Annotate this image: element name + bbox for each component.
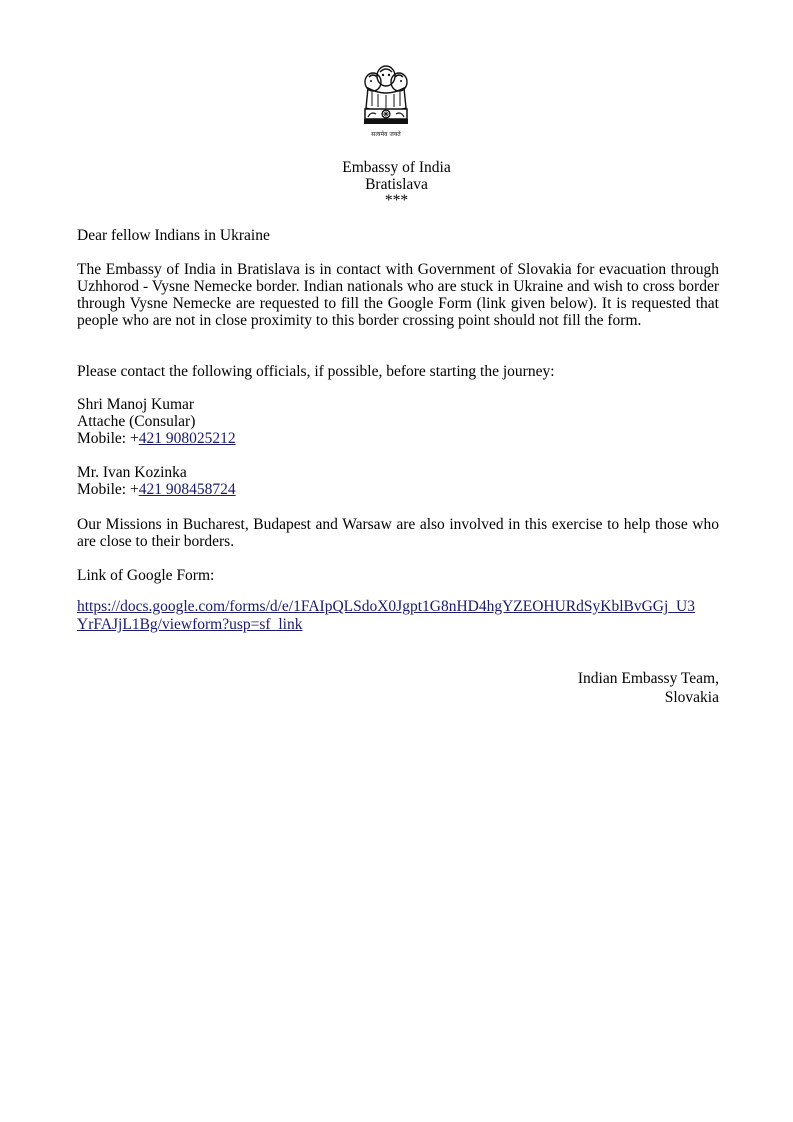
google-form-url-line2: YrFAJjL1Bg/viewform?usp=sf_link	[77, 616, 303, 633]
contact-mobile	[77, 481, 719, 498]
mobile-label: Mobile: +	[77, 481, 139, 498]
google-form-link[interactable]	[77, 598, 695, 633]
contact-name: Shri Manoj Kumar	[77, 396, 195, 413]
signature-country: Slovakia	[664, 689, 719, 706]
header-embassy: Embassy of India	[342, 159, 451, 176]
national-emblem	[360, 62, 412, 142]
paragraph-missions: Our Missions in Bucharest, Budapest and Warsaw are also involved in this exercise to help those who are close to their borders.	[77, 516, 719, 550]
google-form-url-line1: https://docs.google.com/forms/d/e/1FAIpQLSdoX0Jgpt1G8nHD4hgYZEOHURdSyKblBvGGj_U3	[77, 598, 695, 615]
signature-team: Indian Embassy Team,	[577, 670, 719, 687]
contact-ivan-kozinka	[77, 464, 719, 498]
mobile-label: Mobile: +	[77, 430, 139, 447]
mobile-number-link[interactable]: 421 908025212	[138, 430, 236, 447]
letter-header	[0, 160, 793, 210]
paragraph-contact-intro: Please contact the following officials, if possible, before starting the journey:	[77, 363, 555, 380]
mobile-number-link[interactable]: 421 908458724	[138, 481, 236, 498]
signature	[578, 669, 719, 707]
header-city: Bratislava	[365, 175, 428, 193]
paragraph-evacuation: The Embassy of India in Bratislava is in contact with Government of Slovakia for evacuation through Uzhhorod - Vysne Nemecke border. Indian nationals who are stuck in Ukraine and wish to cross border through Vysne Nemecke are requested to fill the Google Form (link given below). It is requested that people who are not in close proximity to this border crossing point should not fill the form.	[77, 261, 719, 329]
contact-name: Mr. Ivan Kozinka	[77, 464, 187, 481]
contact-manoj-kumar	[77, 396, 719, 447]
header-separator: ***	[384, 192, 409, 209]
google-form-link-block	[77, 598, 719, 634]
ashoka-emblem-icon	[360, 62, 412, 142]
form-link-label: Link of Google Form:	[77, 567, 215, 584]
contact-title: Attache (Consular)	[77, 413, 196, 430]
greeting: Dear fellow Indians in Ukraine	[77, 227, 270, 244]
contact-mobile	[77, 430, 719, 447]
emblem-motto: सत्यमेव जयते	[371, 131, 401, 138]
